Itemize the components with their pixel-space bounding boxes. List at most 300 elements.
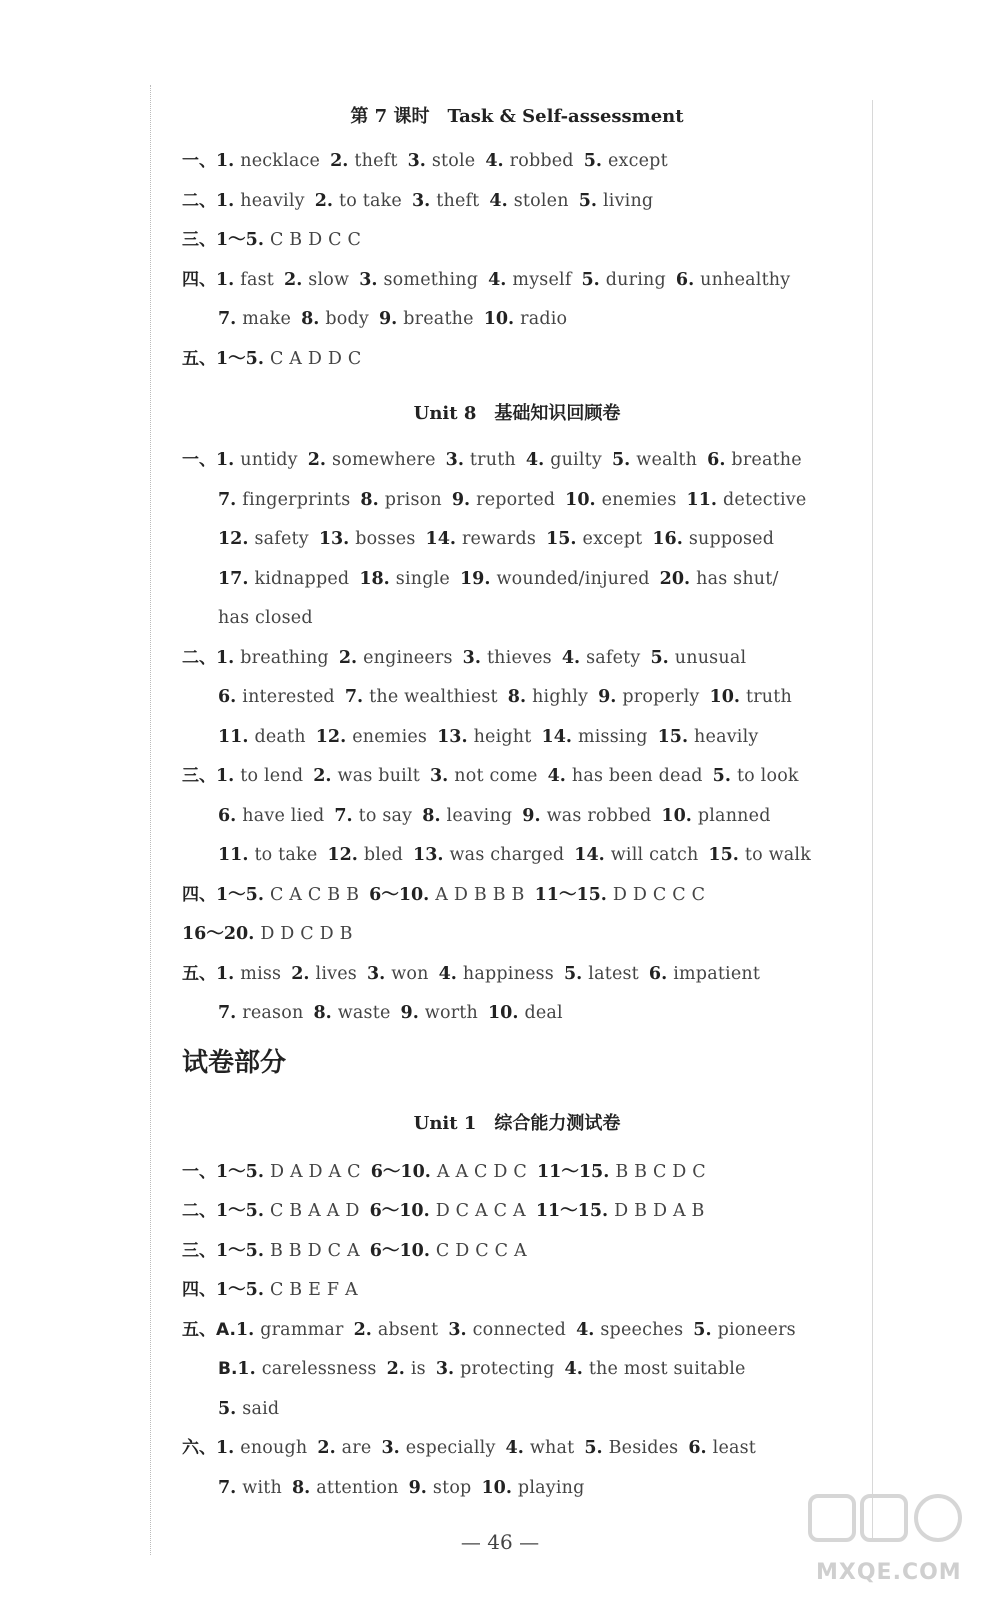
answer-line xyxy=(182,915,852,955)
answer-number: 5. xyxy=(584,1438,603,1458)
answer-text: what xyxy=(529,1438,575,1458)
answer-text: to lend xyxy=(240,766,304,786)
answer-number: 3. xyxy=(462,647,481,668)
answer-line xyxy=(182,1311,852,1351)
answer-item xyxy=(359,569,450,589)
answer-number: 1. xyxy=(216,963,235,984)
answer-line xyxy=(182,1469,852,1509)
answer-text: slow xyxy=(308,269,350,290)
answer-number: 3. xyxy=(411,190,431,211)
answer-item xyxy=(339,648,453,668)
answer-number: 3. xyxy=(381,1438,400,1458)
answer-text: was built xyxy=(337,766,420,786)
answer-item xyxy=(535,885,706,905)
answer-item xyxy=(463,648,552,668)
answer-item xyxy=(710,687,792,707)
answer-item xyxy=(327,845,403,865)
answer-text: height xyxy=(473,726,532,747)
answer-item xyxy=(345,687,498,707)
answer-text: living xyxy=(602,190,654,211)
answer-number: 6. xyxy=(688,1438,707,1458)
answer-text: grammar xyxy=(260,1319,344,1340)
answer-item xyxy=(708,845,811,865)
answer-number: 10. xyxy=(487,1003,519,1023)
answer-number: 1. xyxy=(216,269,235,290)
answer-text: rewards xyxy=(461,529,537,549)
answer-item xyxy=(565,490,676,510)
question-section-marker: 五、 xyxy=(182,963,216,984)
question-section-marker: 五、 xyxy=(182,348,216,369)
answer-number: 11. xyxy=(218,726,249,747)
answer-number: 7. xyxy=(344,687,364,707)
answer-number: 19. xyxy=(460,568,491,589)
answer-number: 4. xyxy=(561,647,581,668)
answer-text: was charged xyxy=(449,845,565,865)
answer-item xyxy=(367,964,429,984)
answer-number: 7. xyxy=(334,805,353,826)
answer-item xyxy=(292,1478,399,1498)
answer-number: 9. xyxy=(408,1477,427,1498)
answer-text: theft xyxy=(354,151,398,171)
answer-text: D D C D B xyxy=(260,924,353,944)
answer-text: engineers xyxy=(363,647,453,668)
answer-text: is xyxy=(410,1359,426,1379)
answer-item xyxy=(216,1201,360,1221)
answer-item xyxy=(446,450,516,470)
unit8-answers xyxy=(182,441,852,1034)
answer-line xyxy=(182,340,852,380)
answer-number: 5. xyxy=(578,190,597,211)
answer-number: 1～5. xyxy=(216,348,264,369)
answer-text: supposed xyxy=(688,529,775,549)
answer-item xyxy=(660,569,779,589)
answer-item xyxy=(216,230,361,250)
answer-number: 1～5. xyxy=(216,1280,264,1300)
answer-number: 17. xyxy=(218,568,249,589)
answer-item xyxy=(218,687,335,707)
answer-text: heavily xyxy=(694,726,759,747)
question-section-marker: 二、 xyxy=(182,190,216,211)
answer-text: worth xyxy=(424,1003,478,1023)
answer-line xyxy=(182,1192,852,1232)
answer-item xyxy=(579,191,654,211)
answer-item xyxy=(526,450,602,470)
answer-text: somewhere xyxy=(332,450,436,470)
question-section-marker: 三、 xyxy=(182,1240,216,1261)
answer-text: interested xyxy=(242,687,335,707)
answer-number: 5. xyxy=(583,151,602,171)
answer-text: will catch xyxy=(610,845,699,865)
answer-number: 2. xyxy=(313,766,332,786)
answer-number: 6～10. xyxy=(369,1240,430,1261)
answer-text: attention xyxy=(316,1477,399,1498)
answer-text: detective xyxy=(722,489,807,510)
answer-number: 1. xyxy=(216,647,235,668)
answer-item xyxy=(584,1438,678,1458)
answer-number: 3. xyxy=(445,450,464,470)
answer-number: 12. xyxy=(218,529,249,549)
answer-text: D D C C C xyxy=(612,884,706,905)
answer-item xyxy=(370,1241,527,1261)
answer-number: 8. xyxy=(313,1003,332,1023)
answer-text: C B D C C xyxy=(269,230,362,250)
answer-text: to walk xyxy=(744,845,812,865)
answer-text: connected xyxy=(472,1319,567,1340)
section-title: 试卷部分 xyxy=(182,1047,287,1078)
answer-line xyxy=(182,481,852,521)
question-section-marker: 三、 xyxy=(182,766,216,786)
answer-number: 1. xyxy=(216,766,235,786)
answer-item xyxy=(713,766,799,786)
answer-line xyxy=(182,994,852,1034)
answer-text: properly xyxy=(622,687,700,707)
answer-text: C D C C A xyxy=(435,1240,527,1261)
answer-text: lives xyxy=(315,963,357,984)
answer-item xyxy=(216,766,303,786)
answer-text: waste xyxy=(337,1003,391,1023)
answer-text: playing xyxy=(517,1477,585,1498)
answer-text: body xyxy=(325,309,369,329)
answer-item xyxy=(612,450,697,470)
answer-number: 9. xyxy=(598,687,617,707)
answer-number: 6～10. xyxy=(369,884,430,905)
answer-item xyxy=(216,1241,360,1261)
answer-number: 13. xyxy=(318,529,350,549)
answer-text: miss xyxy=(240,963,282,984)
answer-number: 2. xyxy=(317,1438,336,1458)
answer-item xyxy=(409,1478,472,1498)
answer-item xyxy=(693,1320,796,1340)
answer-line xyxy=(182,520,852,560)
answer-item xyxy=(437,727,531,747)
answer-item xyxy=(564,964,639,984)
answer-line xyxy=(182,678,852,718)
question-section-marker: 三、 xyxy=(182,230,216,250)
answer-item xyxy=(182,924,353,944)
unit8-heading: Unit 8 基础知识回顾卷 xyxy=(413,403,621,424)
answer-text: missing xyxy=(577,726,648,747)
answer-item xyxy=(218,1003,303,1023)
answer-text: heavily xyxy=(240,190,305,211)
answer-text: D B D A B xyxy=(614,1201,705,1221)
answer-line xyxy=(182,1232,852,1272)
answer-text: A D B B B xyxy=(435,884,525,905)
answer-number: 1～5. xyxy=(216,1201,264,1221)
answer-text: latest xyxy=(588,963,639,984)
answer-key xyxy=(182,102,852,1508)
question-section-marker: 四、 xyxy=(182,884,216,905)
answer-item xyxy=(584,151,668,171)
answer-item xyxy=(565,1359,746,1379)
answer-number: 15. xyxy=(708,845,739,865)
answer-item xyxy=(422,806,512,826)
answer-text: least xyxy=(712,1438,757,1458)
answer-text: single xyxy=(395,568,450,589)
answer-number: 1～5. xyxy=(216,884,264,905)
answer-text: breathe xyxy=(731,450,802,470)
answer-text: truth xyxy=(469,450,516,470)
answer-number: 1～5. xyxy=(216,230,264,250)
answer-text: carelessness xyxy=(261,1359,377,1379)
answer-number: 4. xyxy=(576,1319,595,1340)
answer-item xyxy=(661,806,770,826)
answer-item xyxy=(216,450,298,470)
answer-number: 5. xyxy=(611,450,631,470)
answer-item xyxy=(436,1359,555,1379)
answer-text: the wealthiest xyxy=(369,687,498,707)
answer-text: planned xyxy=(697,805,771,826)
answer-line xyxy=(182,261,852,301)
answer-text: B B D C A xyxy=(269,1240,360,1261)
answer-text: with xyxy=(242,1477,282,1498)
answer-number: 14. xyxy=(541,726,572,747)
answer-item xyxy=(334,806,412,826)
answer-text: guilty xyxy=(550,450,602,470)
answer-item xyxy=(408,151,476,171)
answer-number: 1. xyxy=(216,450,235,470)
answer-number: 1～5. xyxy=(216,1240,264,1261)
answer-number: 2. xyxy=(314,190,333,211)
answer-item xyxy=(313,1003,390,1023)
answer-item xyxy=(313,766,420,786)
answer-number: 6～10. xyxy=(369,1201,430,1221)
answer-item xyxy=(649,964,760,984)
answer-item xyxy=(687,490,807,510)
answer-item xyxy=(537,1162,706,1182)
answer-number: 15. xyxy=(546,529,577,549)
answer-item xyxy=(216,648,329,668)
answer-number: 2. xyxy=(338,647,358,668)
answer-text: deal xyxy=(524,1003,563,1023)
answer-item xyxy=(598,687,699,707)
answer-text: robbed xyxy=(509,151,574,171)
answer-text: theft xyxy=(436,190,480,211)
answer-text: safety xyxy=(586,647,641,668)
answer-number: 5. xyxy=(693,1319,712,1340)
answer-text: radio xyxy=(520,309,568,329)
answer-text: unhealthy xyxy=(700,269,791,290)
answer-line xyxy=(182,876,852,916)
answer-text: not come xyxy=(454,766,538,786)
answer-number: 13. xyxy=(413,845,444,865)
answer-number: 4. xyxy=(488,269,507,290)
answer-number: 4. xyxy=(438,963,457,984)
answer-item xyxy=(488,1003,563,1023)
answer-number: 2. xyxy=(291,963,310,984)
answer-text: are xyxy=(341,1438,372,1458)
answer-item xyxy=(448,1320,566,1340)
answer-text: thieves xyxy=(486,647,552,668)
answer-number: 12. xyxy=(327,845,358,865)
answer-item xyxy=(489,191,568,211)
answer-text: especially xyxy=(405,1438,496,1458)
answer-item xyxy=(488,270,571,290)
answer-line xyxy=(182,441,852,481)
answer-number: 12. xyxy=(315,726,347,747)
answer-text: D C A C A xyxy=(435,1201,526,1221)
answer-number: 5. xyxy=(564,963,583,984)
answer-text: C B E F A xyxy=(269,1280,358,1300)
answer-number: 1. xyxy=(216,190,235,211)
answer-number: 9. xyxy=(451,489,471,510)
answer-item xyxy=(370,1201,526,1221)
watermark-text: MXQE.COM xyxy=(816,1560,962,1585)
answer-item xyxy=(216,151,320,171)
answer-number: 7. xyxy=(218,489,237,510)
answer-item xyxy=(485,151,573,171)
answer-text: to take xyxy=(254,845,318,865)
answer-number: 4. xyxy=(564,1359,583,1379)
answer-number: 3. xyxy=(407,151,426,171)
answer-number: 10. xyxy=(483,309,515,329)
answer-item xyxy=(316,727,427,747)
unit1-heading: Unit 1 综合能力测试卷 xyxy=(413,1112,621,1134)
answer-number: 7. xyxy=(218,309,237,329)
answer-text: enemies xyxy=(352,726,428,747)
answer-text: enough xyxy=(240,1438,308,1458)
answer-line xyxy=(182,836,852,876)
answer-number: 7. xyxy=(218,1003,237,1023)
answer-number: 1～5. xyxy=(216,1161,264,1182)
answer-item xyxy=(360,490,441,510)
answer-item xyxy=(236,1320,344,1340)
answer-item xyxy=(430,766,538,786)
answer-number: 10. xyxy=(709,687,740,707)
lesson7-answers xyxy=(182,142,852,379)
answer-number: 8. xyxy=(507,687,527,707)
answer-number: 3. xyxy=(448,1319,467,1340)
answer-number: 20. xyxy=(659,568,691,589)
answer-text: wealth xyxy=(636,450,698,470)
answer-text: has shut/ xyxy=(696,568,779,589)
answer-number: 7. xyxy=(218,1477,237,1498)
answer-item xyxy=(216,349,361,369)
answer-number: 9. xyxy=(522,805,541,826)
answer-item xyxy=(460,569,650,589)
answer-number: 5. xyxy=(218,1398,237,1419)
answer-text: fast xyxy=(240,269,275,290)
answer-number: 1. xyxy=(235,1319,255,1340)
answer-text: happiness xyxy=(462,963,554,984)
answer-text: necklace xyxy=(240,151,321,171)
answer-item xyxy=(218,490,350,510)
answer-text: except xyxy=(582,529,643,549)
answer-line xyxy=(182,639,852,679)
answer-number: 4. xyxy=(525,450,545,470)
answer-number: 2. xyxy=(386,1359,405,1379)
answer-item xyxy=(308,450,436,470)
answer-item xyxy=(319,529,416,549)
answer-number: 9. xyxy=(400,1003,419,1023)
answer-text: have lied xyxy=(242,805,325,826)
answer-text: myself xyxy=(512,269,572,290)
answer-number: 14. xyxy=(425,529,456,549)
answer-item xyxy=(508,687,588,707)
answer-text: reported xyxy=(476,489,556,510)
page-fold-line xyxy=(872,100,873,1540)
answer-number: 11～15. xyxy=(537,1161,610,1182)
answer-item xyxy=(562,648,641,668)
answer-item xyxy=(237,1359,376,1379)
answer-line xyxy=(182,955,852,995)
answer-line xyxy=(182,599,852,639)
answer-number: 6～10. xyxy=(370,1161,431,1182)
answer-item xyxy=(650,648,746,668)
answer-item xyxy=(542,727,648,747)
answer-line xyxy=(182,1429,852,1469)
answer-text: has closed xyxy=(218,608,313,628)
answer-item xyxy=(369,885,524,905)
answer-item xyxy=(359,270,478,290)
question-section-marker: 二、 xyxy=(182,1201,216,1221)
answer-item xyxy=(301,309,369,329)
answer-item xyxy=(371,1162,527,1182)
answer-number: 3. xyxy=(366,963,386,984)
answer-number: 3. xyxy=(435,1359,455,1379)
answer-line xyxy=(182,1271,852,1311)
answer-number: 11. xyxy=(686,489,717,510)
answer-text: absent xyxy=(377,1319,439,1340)
answer-text: kidnapped xyxy=(254,568,350,589)
answer-text: untidy xyxy=(240,450,298,470)
answer-line xyxy=(182,142,852,182)
answer-text: highly xyxy=(532,687,589,707)
answer-text: C B A A D xyxy=(269,1201,360,1221)
answer-number: 4. xyxy=(489,190,508,211)
answer-number: 15. xyxy=(657,726,689,747)
answer-number: 4. xyxy=(547,766,566,786)
answer-number: 5. xyxy=(712,766,731,786)
answer-text: was robbed xyxy=(546,805,652,826)
answer-number: 3. xyxy=(430,766,449,786)
answer-item xyxy=(218,1478,282,1498)
answer-item xyxy=(452,490,555,510)
answer-text: prison xyxy=(384,489,442,510)
answer-item xyxy=(218,1399,279,1419)
answer-number: 6. xyxy=(648,963,668,984)
answer-number: 5. xyxy=(581,269,600,290)
answer-item xyxy=(218,845,317,865)
answer-item xyxy=(216,1162,361,1182)
answer-item xyxy=(688,1438,756,1458)
answer-item xyxy=(216,964,281,984)
answer-item xyxy=(481,1478,584,1498)
answer-number: 2. xyxy=(330,151,349,171)
answer-item xyxy=(522,806,651,826)
answer-item xyxy=(315,191,402,211)
answer-item xyxy=(379,309,474,329)
answer-text: something xyxy=(383,269,479,290)
answer-item xyxy=(291,964,357,984)
answer-item xyxy=(218,727,306,747)
answer-text: B B C D C xyxy=(615,1161,706,1182)
answer-item xyxy=(387,1359,426,1379)
answer-item xyxy=(218,806,324,826)
answer-item xyxy=(439,964,554,984)
answer-item xyxy=(576,1320,683,1340)
answer-text: truth xyxy=(745,687,792,707)
answer-text: impatient xyxy=(673,963,761,984)
answer-text: to take xyxy=(339,190,402,211)
answer-text: has been dead xyxy=(571,766,703,786)
answer-text: enemies xyxy=(601,489,677,510)
watermark-logo xyxy=(790,1488,980,1588)
answer-number: 6. xyxy=(675,269,695,290)
answer-number: 8. xyxy=(422,805,441,826)
question-section-marker: 二、 xyxy=(182,647,216,668)
answer-number: 1. xyxy=(237,1359,256,1379)
answer-item xyxy=(218,569,349,589)
